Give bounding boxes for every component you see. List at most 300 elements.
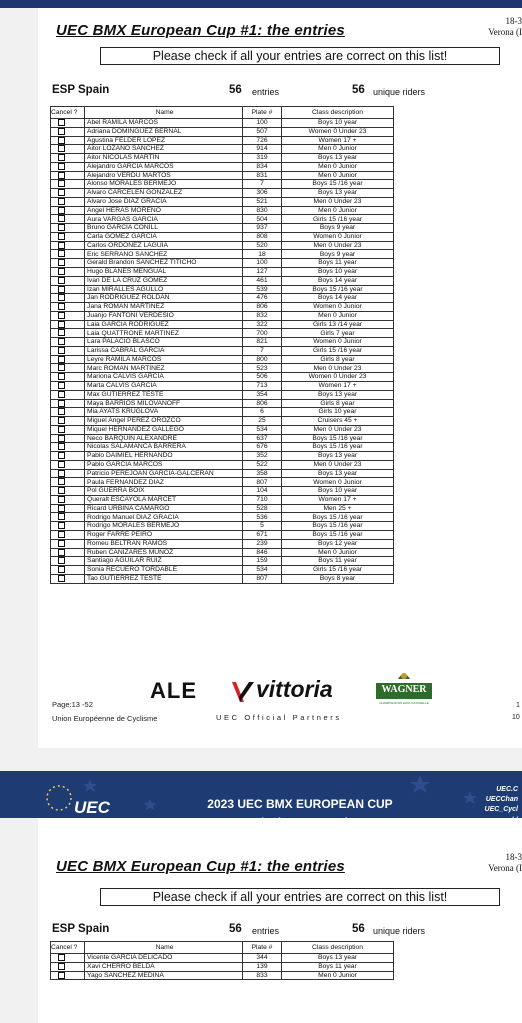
table-row (51, 197, 394, 206)
plate-number: 5 (243, 522, 282, 531)
cancel-checkbox[interactable] (58, 470, 65, 477)
table-row (51, 390, 394, 399)
rider-name: Bruno GARCIA CONILL (85, 224, 243, 233)
rider-name: Agustina FELDER LOPEZ (85, 136, 243, 145)
table-row (51, 119, 394, 128)
rider-name: Aitor LOZANO SANCHEZ (85, 145, 243, 154)
plate-number: 521 (243, 197, 282, 206)
cancel-checkbox[interactable] (58, 145, 65, 152)
class-description: Men 0 Junior (282, 311, 394, 320)
table-row (51, 399, 394, 408)
table-row (51, 434, 394, 443)
cancel-cell (51, 320, 85, 329)
cancel-checkbox[interactable] (58, 435, 65, 442)
cancel-cell (51, 962, 85, 971)
table-row (51, 206, 394, 215)
cancel-cell (51, 469, 85, 478)
table-row (51, 303, 394, 312)
class-description: Men 0 Junior (282, 145, 394, 154)
cancel-cell (51, 971, 85, 980)
rider-name: Alvaro CARCELEN GONZALEZ (85, 189, 243, 198)
cancel-cell (51, 329, 85, 338)
cancel-cell (51, 355, 85, 364)
plate-number: 710 (243, 495, 282, 504)
cancel-cell (51, 250, 85, 259)
table-row (51, 294, 394, 303)
cancel-checkbox[interactable] (58, 242, 65, 249)
rider-name: Queralt ESCAYOLA MARCET (85, 495, 243, 504)
class-description: Women 0 Junior (282, 478, 394, 487)
side-mark-2: 10 (512, 714, 520, 721)
plate-number: 127 (243, 268, 282, 277)
cancel-checkbox[interactable] (58, 426, 65, 433)
plate-number: 25 (243, 417, 282, 426)
plate-number: 159 (243, 557, 282, 566)
rider-name: Max GUTIERREZ TESTE (85, 390, 243, 399)
cancel-checkbox[interactable] (58, 356, 65, 363)
rider-name: Aura VARGAS GARCIA (85, 215, 243, 224)
rider-name: Romeu BELTRAN RAMOS (85, 539, 243, 548)
cancel-cell (51, 530, 85, 539)
class-description: Girls 8 year (282, 355, 394, 364)
cancel-cell (51, 954, 85, 963)
cancel-checkbox[interactable] (58, 461, 65, 468)
cancel-checkbox[interactable] (58, 277, 65, 284)
rider-name: Ruben CAÑIZARES MUÑOZ (85, 548, 243, 557)
col-class-header: Class description (282, 107, 394, 119)
cancel-checkbox[interactable] (58, 566, 65, 573)
cancel-checkbox[interactable] (58, 128, 65, 135)
check-entries-notice: Please check if all your entries are correct on this list! (100, 47, 500, 65)
cancel-cell (51, 548, 85, 557)
rider-name: Vicente GARCIA DELICADO (85, 954, 243, 963)
plate-number: 18 (243, 250, 282, 259)
cancel-checkbox[interactable] (58, 286, 65, 293)
table-row (51, 338, 394, 347)
wagner-wordmark: WAGNER (381, 684, 427, 695)
cancel-checkbox[interactable] (58, 119, 65, 126)
plate-number: 306 (243, 189, 282, 198)
rider-name: Laia QUATTRONE MARTINEZ (85, 329, 243, 338)
cancel-checkbox[interactable] (58, 303, 65, 310)
rider-name: Maya BARRIOS MILOVANOFF (85, 399, 243, 408)
class-description: Girls 13 /14 year (282, 320, 394, 329)
cancel-cell (51, 197, 85, 206)
rider-name: Nicolas SALAMANCA BARRERA (85, 443, 243, 452)
table-row (51, 355, 394, 364)
cancel-checkbox[interactable] (58, 417, 65, 424)
class-description: Men 0 Junior (282, 971, 394, 980)
rider-name: Gerald Brandon SANCHEZ TITICHO (85, 259, 243, 268)
entries-label-page-2: entries (252, 926, 280, 936)
rider-name: Hugo BLANES MENGUAL (85, 268, 243, 277)
cancel-cell (51, 145, 85, 154)
table-row (51, 522, 394, 531)
cancel-checkbox[interactable] (58, 268, 65, 275)
plate-number: 528 (243, 504, 282, 513)
cancel-cell (51, 522, 85, 531)
class-description: Cruisers 45 + (282, 417, 394, 426)
class-description: Boys 13 year (282, 390, 394, 399)
rider-name: Angel HERAS MORENO (85, 206, 243, 215)
rider-name: Miquel HERNANDEZ GALLEGO (85, 425, 243, 434)
cancel-cell (51, 189, 85, 198)
entries-sheet-page-1 (38, 8, 522, 748)
rider-name: Yago SANCHEZ MEDINA (85, 971, 243, 980)
table-row (51, 162, 394, 171)
cancel-checkbox[interactable] (58, 189, 65, 196)
class-description: Women 0 Junior (282, 338, 394, 347)
table-row (51, 469, 394, 478)
class-description: Men 0 Under 23 (282, 364, 394, 373)
class-description: Women 0 Junior (282, 303, 394, 312)
rider-name: Sonia RECUERO TORDABLE (85, 566, 243, 575)
rider-name: Ricard URBINA CAMARGO (85, 504, 243, 513)
class-description: Girls 15 /16 year (282, 346, 394, 355)
cancel-checkbox[interactable] (58, 513, 65, 520)
entries-sheet-page-2 (38, 818, 522, 1023)
class-description: Girls 10 year (282, 408, 394, 417)
table-row (51, 276, 394, 285)
cancel-checkbox[interactable] (58, 954, 65, 961)
class-description: Boys 11 year (282, 962, 394, 971)
rider-name: Alejandro GARCIA MARCOS (85, 162, 243, 171)
entries-label: entries (252, 87, 280, 97)
cancel-checkbox[interactable] (58, 452, 65, 459)
table-row (51, 329, 394, 338)
class-description: Women 0 Under 23 (282, 373, 394, 382)
rider-name: Pablo DAIMIEL HERNANDO (85, 452, 243, 461)
vittoria-v-icon (230, 680, 256, 704)
cancel-checkbox[interactable] (58, 408, 65, 415)
plate-number: 807 (243, 574, 282, 583)
cancel-cell (51, 381, 85, 390)
rider-name: Rodrigo MORALES BERMEJO (85, 522, 243, 531)
class-description: Boys 10 year (282, 268, 394, 277)
table-header-row (51, 107, 394, 119)
table-row (51, 408, 394, 417)
table-row (51, 241, 394, 250)
table-row (51, 539, 394, 548)
vittoria-logo: vittoria (256, 676, 333, 702)
class-description: Boys 10 year (282, 119, 394, 128)
table-row (51, 250, 394, 259)
entries-count: 56 (229, 84, 242, 96)
cancel-cell (51, 180, 85, 189)
rider-name: Carla GOMEZ GARCIA (85, 232, 243, 241)
rider-name: Xavi CHERRO BELDA (85, 962, 243, 971)
unique-riders-label-page-2: unique riders (373, 926, 426, 936)
plate-number: 808 (243, 232, 282, 241)
cancel-checkbox[interactable] (58, 154, 65, 161)
plate-number: 806 (243, 303, 282, 312)
table-row (51, 971, 394, 980)
country-name: ESP Spain (52, 84, 110, 96)
cancel-checkbox[interactable] (58, 373, 65, 380)
table-row (51, 487, 394, 496)
rider-name: Izan MIRALLES AGULLO (85, 285, 243, 294)
table-row (51, 530, 394, 539)
cancel-checkbox[interactable] (58, 391, 65, 398)
table-row (51, 574, 394, 583)
event-date-page-2: 18-3 Verona (I (488, 852, 522, 873)
cancel-cell (51, 417, 85, 426)
official-partners-label: UEC Official Partners (216, 713, 342, 722)
cancel-checkbox[interactable] (58, 496, 65, 503)
plate-number: 834 (243, 162, 282, 171)
cancel-checkbox[interactable] (58, 505, 65, 512)
cancel-checkbox[interactable] (58, 400, 65, 407)
cancel-checkbox[interactable] (58, 198, 65, 205)
cancel-cell (51, 285, 85, 294)
rider-name: Ivan DE LA CRUZ GOMEZ (85, 276, 243, 285)
wagner-logo (374, 671, 434, 711)
unique-riders-count-page-2: 56 (352, 923, 365, 935)
cancel-cell (51, 364, 85, 373)
col-name-header: Name (85, 107, 243, 119)
cancel-cell (51, 487, 85, 496)
rider-name: Pol GUERRA BOIX (85, 487, 243, 496)
cancel-checkbox[interactable] (58, 338, 65, 345)
table-row (51, 259, 394, 268)
document-title: UEC BMX European Cup #1: the entries (56, 22, 345, 39)
plate-number: 539 (243, 285, 282, 294)
plate-number: 358 (243, 469, 282, 478)
plate-number: 7 (243, 180, 282, 189)
cancel-cell (51, 443, 85, 452)
cancel-cell (51, 434, 85, 443)
cancel-cell (51, 119, 85, 128)
plate-number: 6 (243, 408, 282, 417)
class-description: Women 17 + (282, 136, 394, 145)
col-name-header: Name (85, 942, 243, 954)
unique-riders-count: 56 (352, 84, 365, 96)
rider-name: Carlos ORDOÑEZ LAGUIA (85, 241, 243, 250)
plate-number: 520 (243, 241, 282, 250)
check-entries-notice-page-2: Please check if all your entries are correct on this list! (100, 888, 500, 906)
rider-name: Alejandro VERDU MARTOS (85, 171, 243, 180)
cancel-cell (51, 513, 85, 522)
class-description: Boys 13 year (282, 154, 394, 163)
rider-name: Laia GARCIA RODRIGUEZ (85, 320, 243, 329)
class-description: Boys 11 year (282, 557, 394, 566)
col-plate-header: Plate # (243, 107, 282, 119)
class-description: Men 0 Under 23 (282, 197, 394, 206)
cancel-cell (51, 259, 85, 268)
uec-logo-text: UEC (74, 798, 110, 817)
plate-number: 637 (243, 434, 282, 443)
rider-name: Neco BARQUIN ALEXANDRE (85, 434, 243, 443)
cancel-cell (51, 232, 85, 241)
cancel-checkbox[interactable] (58, 312, 65, 319)
plate-number: 821 (243, 338, 282, 347)
cancel-checkbox[interactable] (58, 575, 65, 582)
rider-name: Juanjo FANTONI VERDESIO (85, 311, 243, 320)
rider-name: Alonso MORALES BERMEJO (85, 180, 243, 189)
class-description: Men 0 Under 23 (282, 241, 394, 250)
table-row (51, 224, 394, 233)
cancel-checkbox[interactable] (58, 172, 65, 179)
cancel-checkbox[interactable] (58, 137, 65, 144)
cancel-checkbox[interactable] (58, 321, 65, 328)
table-row (51, 962, 394, 971)
cancel-checkbox[interactable] (58, 224, 65, 231)
cancel-cell (51, 495, 85, 504)
cancel-checkbox[interactable] (58, 294, 65, 301)
cancel-checkbox[interactable] (58, 972, 65, 979)
cancel-cell (51, 303, 85, 312)
plate-number: 100 (243, 259, 282, 268)
plate-number: 671 (243, 530, 282, 539)
cancel-checkbox[interactable] (58, 487, 65, 494)
cancel-checkbox[interactable] (58, 180, 65, 187)
table-row (51, 215, 394, 224)
cancel-checkbox[interactable] (58, 364, 65, 371)
class-description: Boys 11 year (282, 259, 394, 268)
table-row (51, 443, 394, 452)
rider-name: Paula FERNANDEZ DIAZ (85, 478, 243, 487)
table-row (51, 566, 394, 575)
plate-number: 914 (243, 145, 282, 154)
entries-table (50, 106, 394, 584)
rider-name: Marta CALVIS GARCIA (85, 381, 243, 390)
plate-number: 104 (243, 487, 282, 496)
class-description: Men 0 Junior (282, 548, 394, 557)
cancel-checkbox[interactable] (58, 531, 65, 538)
cancel-checkbox[interactable] (58, 233, 65, 240)
table-row (51, 478, 394, 487)
class-description: Girls 8 year (282, 399, 394, 408)
cancel-checkbox[interactable] (58, 557, 65, 564)
table-row (51, 127, 394, 136)
cancel-cell (51, 294, 85, 303)
cancel-cell (51, 566, 85, 575)
rider-name: Aitor NICOLAS MARTIN (85, 154, 243, 163)
plate-number: 806 (243, 399, 282, 408)
cancel-checkbox[interactable] (58, 540, 65, 547)
cancel-cell (51, 425, 85, 434)
rider-name: Mariona CALVIS GARCIA (85, 373, 243, 382)
rider-name: Abel RAMILA MARCOS (85, 119, 243, 128)
table-row (51, 285, 394, 294)
class-description: Girls 15 /16 year (282, 215, 394, 224)
cancel-checkbox[interactable] (58, 250, 65, 257)
wagner-tagline: CHAMPIGNONS 100% NATURELLE (379, 701, 429, 705)
cancel-checkbox[interactable] (58, 522, 65, 529)
class-description: Men 0 Junior (282, 171, 394, 180)
table-row (51, 954, 394, 963)
plate-number: 461 (243, 276, 282, 285)
cancel-cell (51, 171, 85, 180)
class-description: Women 17 + (282, 495, 394, 504)
table-row (51, 171, 394, 180)
class-description: Women 0 Under 23 (282, 127, 394, 136)
cancel-checkbox[interactable] (58, 347, 65, 354)
cancel-checkbox[interactable] (58, 382, 65, 389)
class-description: Men 0 Under 23 (282, 460, 394, 469)
cancel-cell (51, 276, 85, 285)
table-row (51, 189, 394, 198)
class-description: Boys 9 year (282, 224, 394, 233)
unique-riders-label: unique riders (373, 87, 426, 97)
document-title-page-2: UEC BMX European Cup #1: the entries (56, 858, 345, 875)
plate-number: 846 (243, 548, 282, 557)
plate-number: 830 (243, 206, 282, 215)
cancel-cell (51, 224, 85, 233)
cancel-checkbox[interactable] (58, 443, 65, 450)
cancel-cell (51, 452, 85, 461)
cancel-cell (51, 390, 85, 399)
plate-number: 322 (243, 320, 282, 329)
plate-number: 676 (243, 443, 282, 452)
rider-name: Santiago AGUILAR RUIZ (85, 557, 243, 566)
plate-number: 504 (243, 215, 282, 224)
cancel-cell (51, 460, 85, 469)
plate-number: 800 (243, 355, 282, 364)
table-row (51, 154, 394, 163)
class-description: Boys 13 year (282, 189, 394, 198)
plate-number: 344 (243, 954, 282, 963)
event-date: 18-3 Verona (I (488, 16, 522, 37)
class-description: Boys 15 /16 year (282, 285, 394, 294)
table-row (51, 346, 394, 355)
plate-number: 352 (243, 452, 282, 461)
class-description: Men 0 Junior (282, 206, 394, 215)
cancel-cell (51, 206, 85, 215)
cancel-cell (51, 504, 85, 513)
rider-name: Jan RODRIGUEZ ROLDAN (85, 294, 243, 303)
class-description: Women 0 Junior (282, 232, 394, 241)
table-row (51, 495, 394, 504)
plate-number: 507 (243, 127, 282, 136)
class-description: Boys 14 year (282, 276, 394, 285)
class-description: Boys 14 year (282, 294, 394, 303)
plate-number: 700 (243, 329, 282, 338)
cancel-checkbox[interactable] (58, 163, 65, 170)
cancel-cell (51, 268, 85, 277)
cancel-checkbox[interactable] (58, 207, 65, 214)
plate-number: 522 (243, 460, 282, 469)
cancel-checkbox[interactable] (58, 215, 65, 222)
table-row (51, 548, 394, 557)
rider-name: Patricio PEREJOAN GARCIA-GALCERAN (85, 469, 243, 478)
rider-name: Leyre RAMILA MARCOS (85, 355, 243, 364)
table-row (51, 268, 394, 277)
plate-number: 726 (243, 136, 282, 145)
rider-name: Alvaro Jose DIAZ GRACIA (85, 197, 243, 206)
cancel-checkbox[interactable] (58, 963, 65, 970)
table-row (51, 460, 394, 469)
class-description: Boys 15 /16 year (282, 434, 394, 443)
table-row (51, 417, 394, 426)
rider-name: Tao GUTIERREZ TESTE (85, 574, 243, 583)
rider-name: Marc ROMAN MARTINEZ (85, 364, 243, 373)
cancel-checkbox[interactable] (58, 329, 65, 336)
cancel-cell (51, 215, 85, 224)
cancel-checkbox[interactable] (58, 549, 65, 556)
class-description: Girls 15 /16 year (282, 566, 394, 575)
table-row (51, 452, 394, 461)
rider-name: Rodrigo Manuel DIAZ GRACIA (85, 513, 243, 522)
cancel-checkbox[interactable] (58, 478, 65, 485)
plate-number: 807 (243, 478, 282, 487)
cancel-checkbox[interactable] (58, 259, 65, 266)
rider-name: Jana ROMAN MARTINEZ (85, 303, 243, 312)
table-row (51, 381, 394, 390)
plate-number: 536 (243, 513, 282, 522)
class-description: Men 0 Junior (282, 162, 394, 171)
cancel-cell (51, 574, 85, 583)
